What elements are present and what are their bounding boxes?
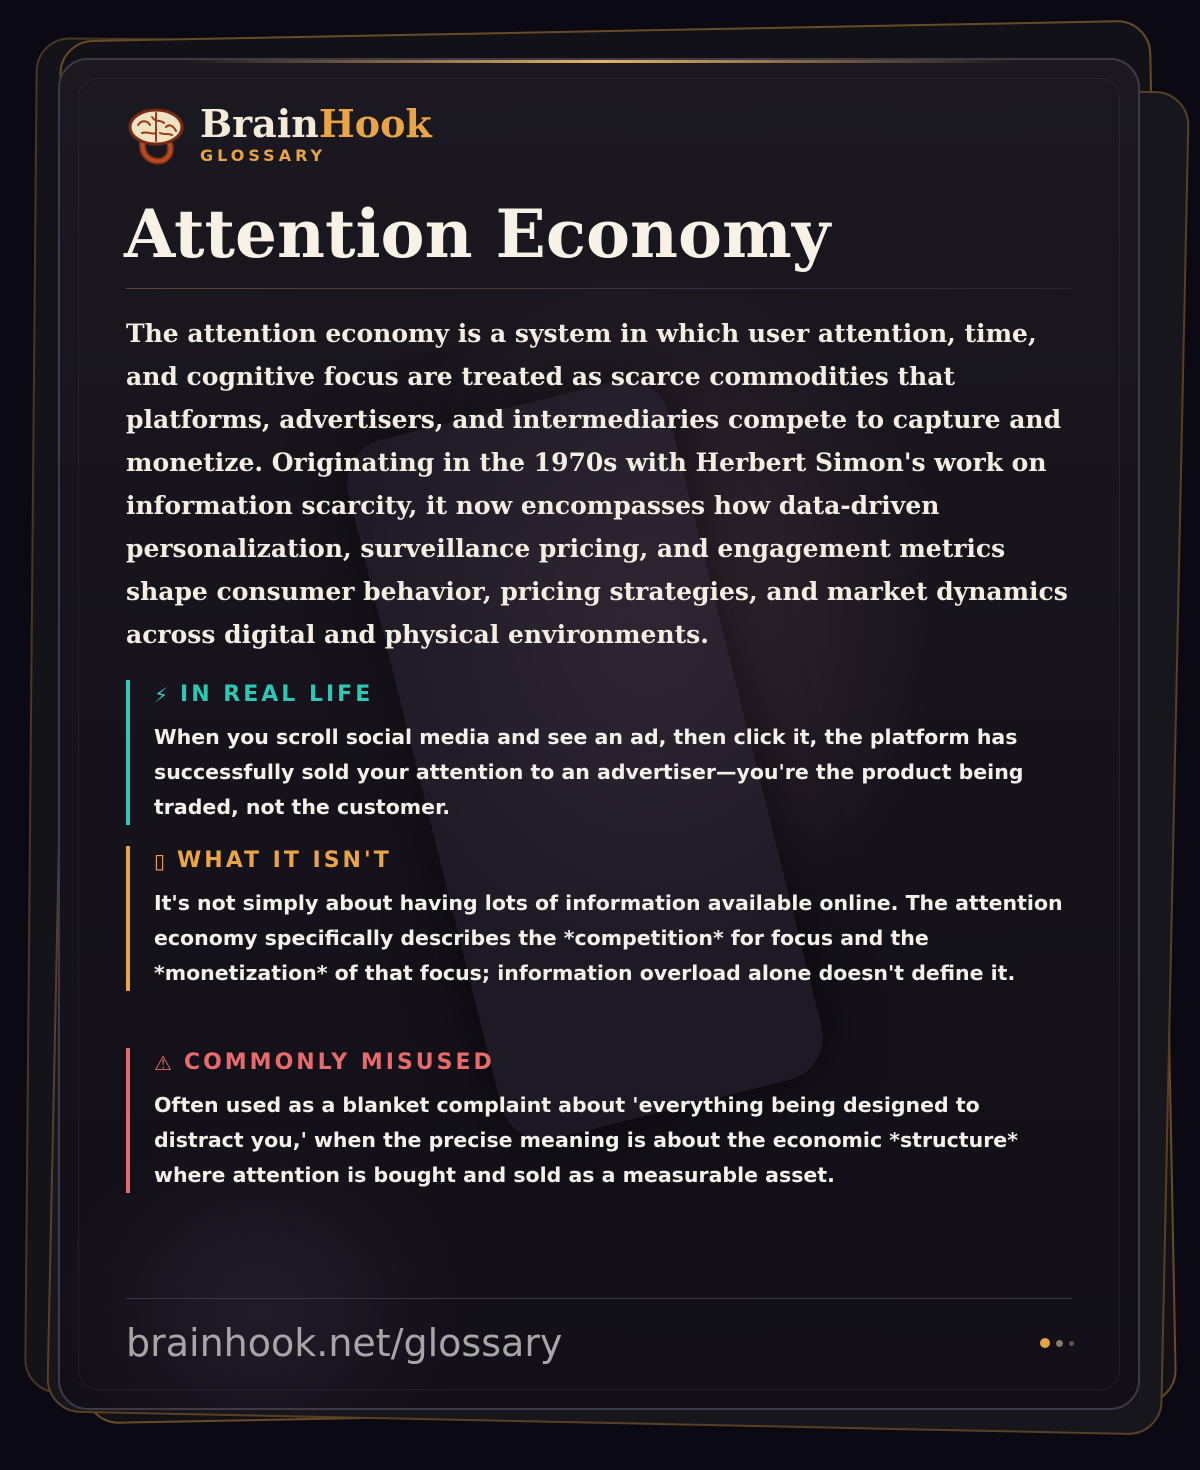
note-body: It's not simply about having lots of information available online. The attention economy specifically describes the *competition* for focus and the *monetization* of that focus; information overload alone doesn't define it. xyxy=(154,891,1063,985)
note-in-real-life xyxy=(126,680,1076,825)
note-heading-label: COMMONLY MISUSED xyxy=(183,1050,495,1075)
brand-name xyxy=(200,101,432,146)
brand-name-part1: Brain xyxy=(200,101,319,146)
term-title: Attention Economy xyxy=(124,195,831,273)
note-body: Often used as a blanket complaint about 'everything being designed to distract you,' when the precise meaning is about the economic *structure* where attention is bought and sold as a measurable asset. xyxy=(154,1093,1018,1187)
brand-subtitle: GLOSSARY xyxy=(200,146,327,165)
note-heading xyxy=(154,846,1076,876)
pagination-dot-active xyxy=(1040,1338,1050,1348)
title-divider xyxy=(126,288,1072,289)
term-definition: The attention economy is a system in which user attention, time, and cognitive focus are treated as scarce commodities that platforms, advertisers, and intermediaries compete to capture and monetize. Originating in the 1970s with Herbert Simon's work on information scarcity, it now encompasses how data-driven personalization, surveillance pricing, and engagement metrics shape consumer behavior, pricing strategies, and market dynamics across digital and physical environments. xyxy=(126,319,1068,649)
footer-divider xyxy=(126,1298,1072,1299)
note-heading xyxy=(154,680,1076,710)
brand-header xyxy=(126,101,432,165)
note-heading-label: WHAT IT ISN'T xyxy=(177,848,392,873)
brand-name-part2: Hook xyxy=(318,101,432,146)
pagination-dot xyxy=(1069,1341,1074,1346)
note-body: When you scroll social media and see an ad, then click it, the platform has successfully sold your attention to an advertiser—you're the product being traded, not the customer. xyxy=(154,725,1024,819)
note-heading-label: IN REAL LIFE xyxy=(180,682,374,707)
lightning-icon: ⚡ xyxy=(154,683,169,707)
brain-hook-icon xyxy=(126,105,186,165)
missing-glyph-icon: ▯ xyxy=(154,849,166,873)
pagination-dot xyxy=(1056,1340,1063,1347)
footer-url-link[interactable]: brainhook.net/glossary xyxy=(126,1321,563,1365)
glossary-card xyxy=(58,58,1140,1410)
note-commonly-misused xyxy=(126,1048,1076,1193)
pagination-dots-icon xyxy=(1040,1338,1074,1348)
card-accent-line xyxy=(180,60,1018,63)
note-what-it-isnt xyxy=(126,846,1076,991)
brand-text xyxy=(200,101,432,165)
warning-icon: ⚠ xyxy=(154,1051,172,1075)
note-heading xyxy=(154,1048,1076,1078)
